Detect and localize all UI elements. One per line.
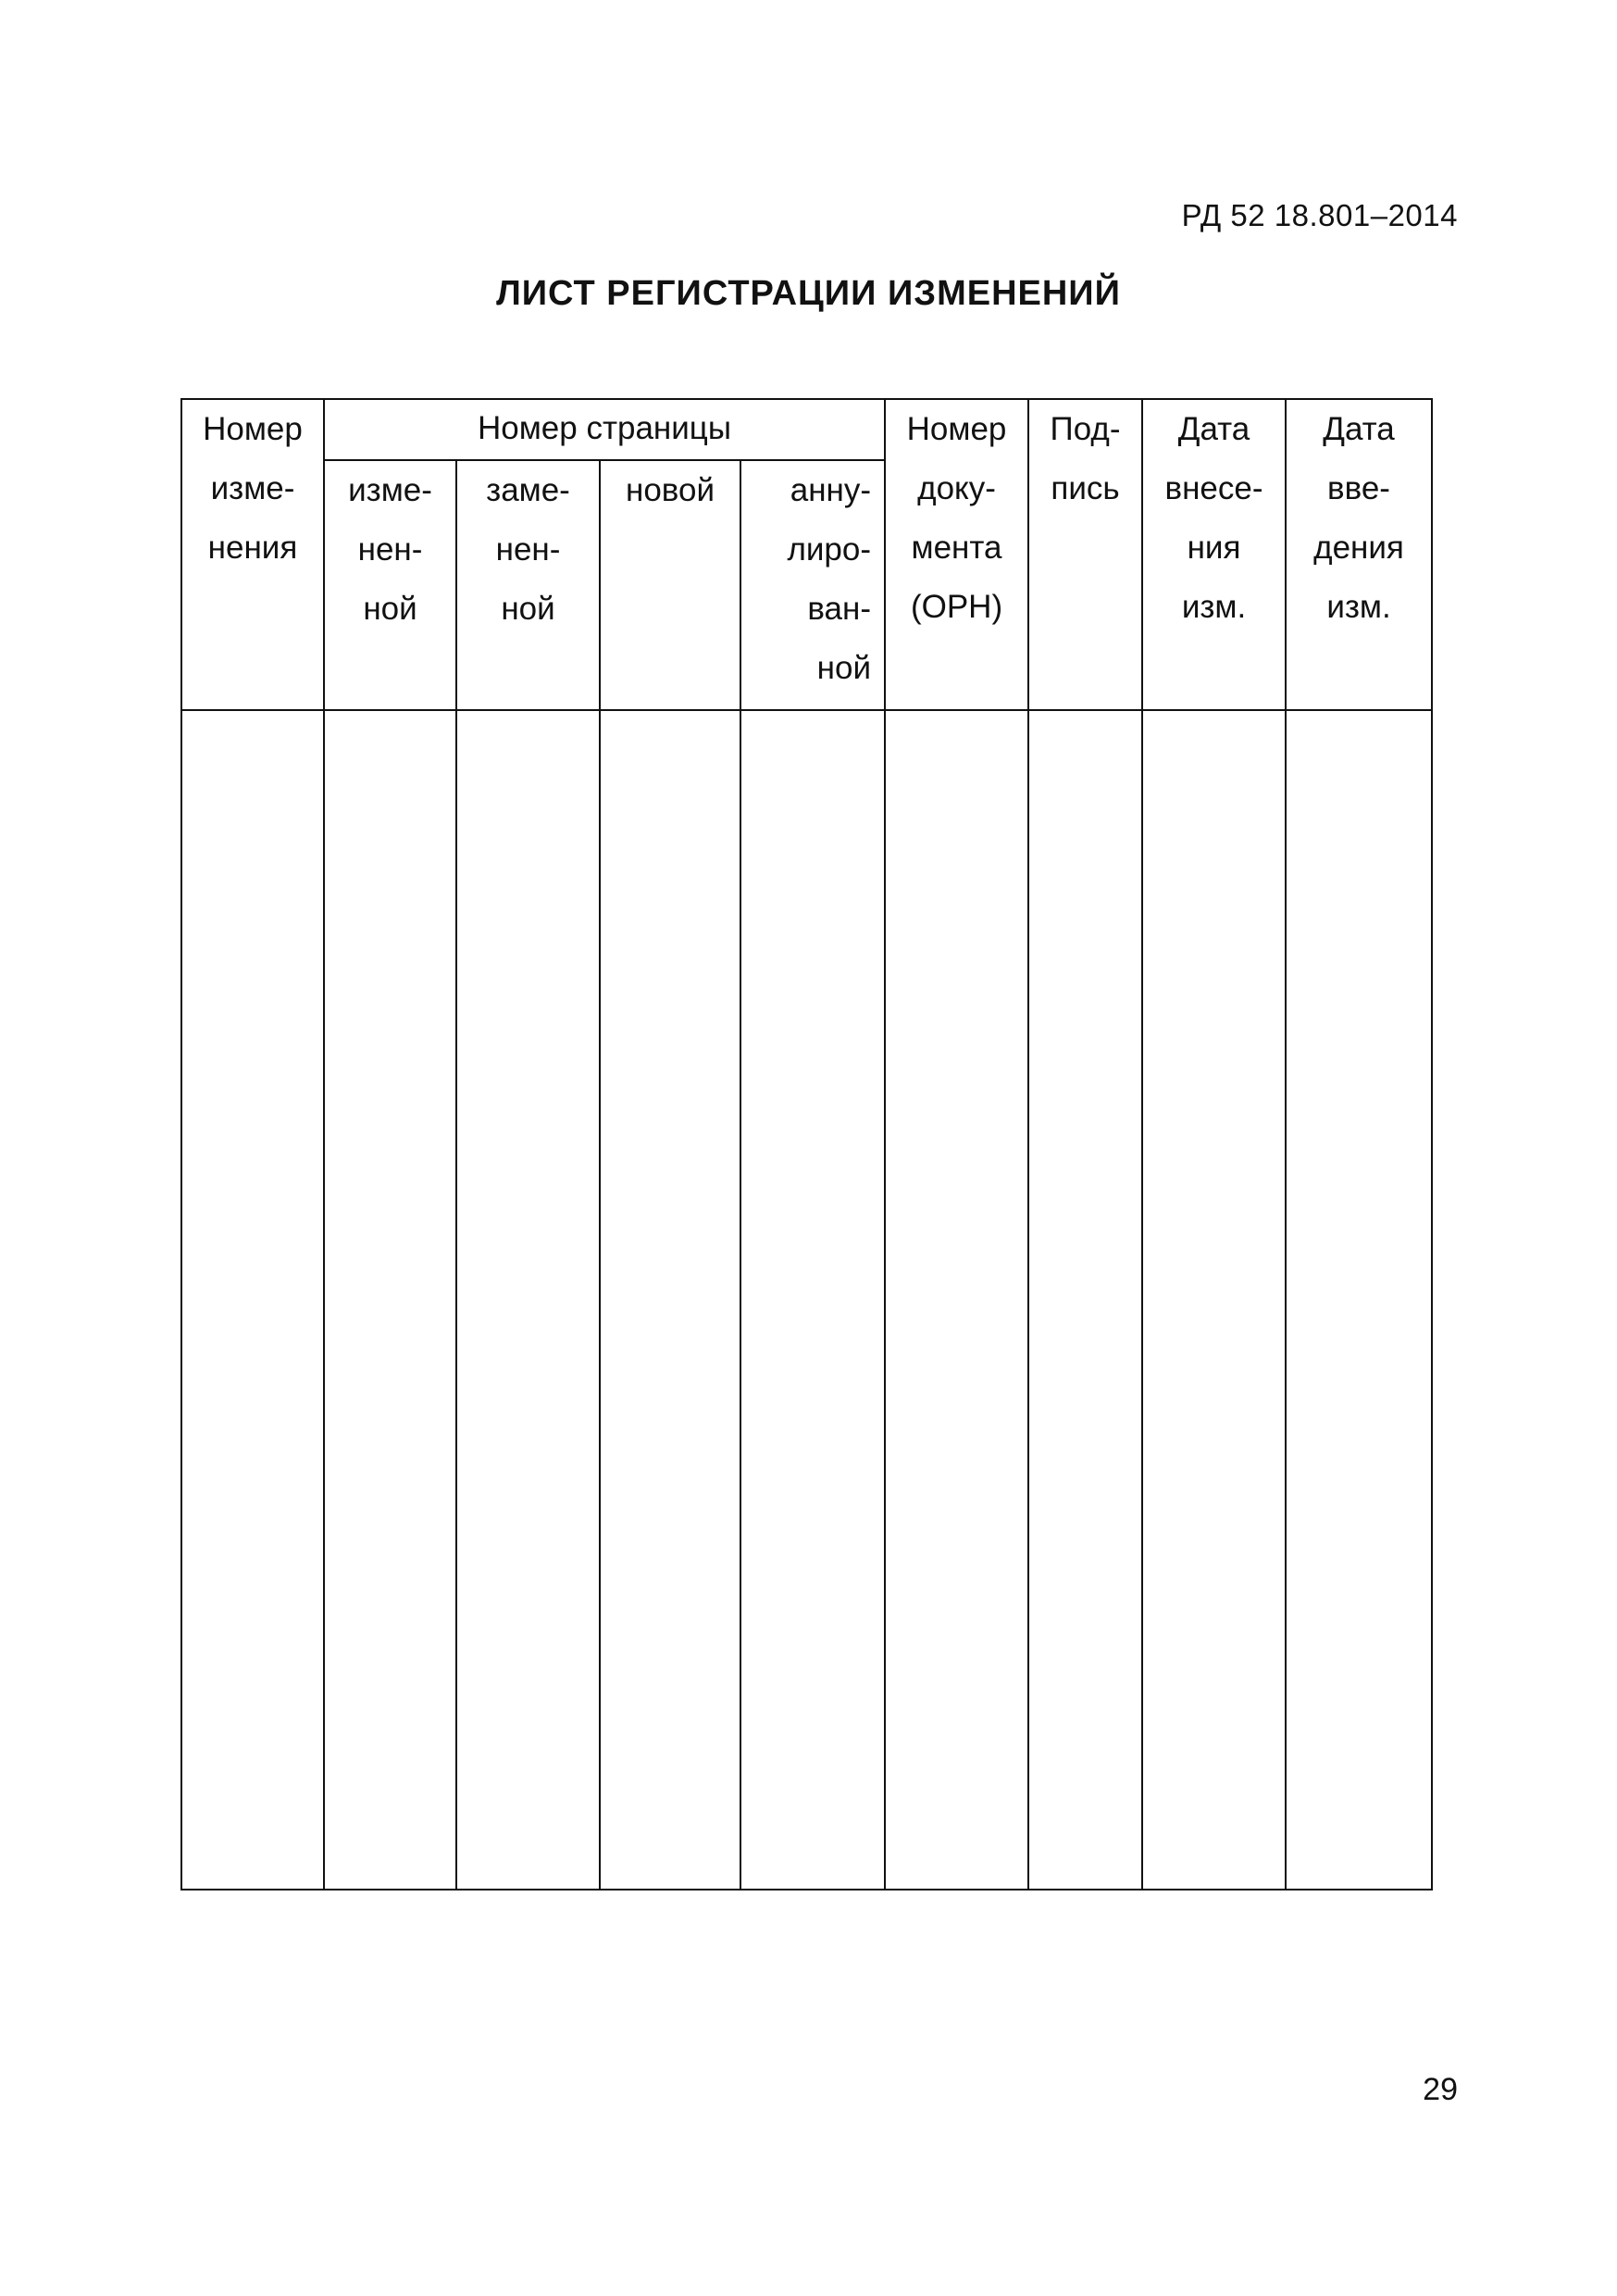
cell-new-page [600,710,740,1890]
cell-replaced-page [456,710,600,1890]
header-entry-date: Дата внесе- ния изм. [1142,399,1286,710]
cell-document-number [885,710,1028,1890]
subheader-annulled-page: анну- лиро- ван- ной [740,460,885,710]
table-body-row [181,710,1432,1890]
table-header-row [181,399,1432,460]
document-code: РД 52 18.801–2014 [1181,198,1458,232]
header-change-number: Номер изме- нения [181,399,324,710]
header-signature: Под- пись [1028,399,1142,710]
page-number: 29 [1423,2072,1458,2107]
header-intro-date: Дата вве- дения изм. [1286,399,1432,710]
cell-annulled-page [740,710,885,1890]
cell-entry-date [1142,710,1286,1890]
cell-intro-date [1286,710,1432,1890]
cell-signature [1028,710,1142,1890]
cell-change-number [181,710,324,1890]
page-title: ЛИСТ РЕГИСТРАЦИИ ИЗМЕНЕНИЙ [496,274,1121,313]
subheader-changed-page: изме- нен- ной [324,460,456,710]
subheader-replaced-page: заме- нен- ной [456,460,600,710]
change-registration-table [180,398,1433,1890]
cell-changed-page [324,710,456,1890]
header-page-number-group: Номер страницы [324,399,885,460]
header-document-number: Номер доку- мента (ОРН) [885,399,1028,710]
subheader-new-page: новой [600,460,740,710]
